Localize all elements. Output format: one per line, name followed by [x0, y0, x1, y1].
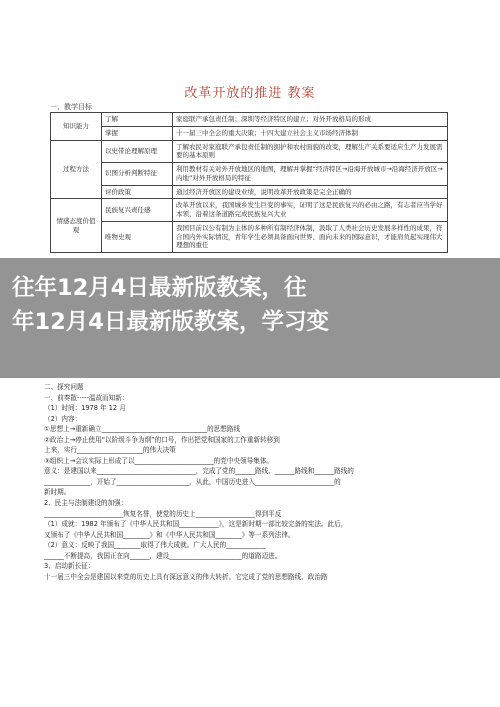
worksheet-line: 上来，实行____________________的伟大决策 [44, 446, 176, 455]
worksheet-line: 十一届三中全会是建国以来党的历史上具有深远意义的伟大转折。它完成了党的思想路线、政治路 [44, 572, 328, 581]
worksheet-line: 一、前奏散-----温故而知新： [44, 393, 129, 402]
sub-category-cell: 评价政策 [102, 185, 173, 199]
table-row [51, 113, 448, 127]
table-row [51, 140, 448, 163]
content-cell: 家庭联产承包责任制；深圳等经济特区的建立；对外开放格局的形成 [173, 113, 448, 127]
content-cell: 通过经济开放区的建设业绩，说明改革开放政策是完全正确的 [173, 185, 448, 199]
worksheet-line: （1）时间：1978 年 12 月 [44, 404, 126, 413]
content-cell: 我国目前以公有制为主体的多种所有制经济体制，汲取了人类社会历史发展多样性的成果，符合国内外实际情况，青年学生必须具备面向世界、面向未来的国际意识，才能肩负起实现伟大理想的重任 [173, 221, 448, 252]
banner-line: 往年12月4日最新版教案，往 [12, 275, 307, 301]
content-cell: 十一届三中全会的重大决策；十四大建立社会主义市场经济体制 [173, 126, 448, 140]
worksheet-line: 意义：是建国以来______________________________，完成了党的______路线、______路线和______路线的 [44, 467, 354, 476]
sub-category-cell: 以史带论理解原理 [102, 140, 173, 163]
banner-line: 年12月4日最新版教案，学习变 [12, 309, 329, 335]
table-row [51, 199, 448, 222]
worksheet-line: ________________________恢复名誉，使党的历史上__________________得到平反 [44, 509, 282, 518]
worksheet-line: 2、民主与法制建设的加强： [44, 499, 128, 508]
worksheet-line: 新时期。 [44, 488, 71, 497]
worksheet-line: 又颁布了《中华人民共和国________》和《中华人民共和国________》等一系列法律。 [44, 530, 295, 539]
sub-category-cell: 掌握 [102, 126, 173, 140]
section-heading: 一、教学目标 [50, 103, 92, 111]
document-title: 改革开放的推进 教案 [184, 86, 316, 101]
category-cell: 过程方法 [51, 140, 102, 199]
category-cell: 情感态度价值观 [51, 199, 102, 253]
table-row [51, 126, 448, 140]
content-cell: 了解农民对家庭联产承包责任制的拥护和农村面貌的改变，理解生产关系要适应生产力发展需要的基本原则 [173, 140, 448, 163]
teaching-goals-table [50, 112, 448, 253]
table-row [51, 221, 448, 252]
content-cell: 利用教材有关对外开放地区的地图，理解并掌握“经济特区→沿海开放城市→沿海经济开放区→内地”对外开放格局的特征 [173, 163, 448, 186]
worksheet-line: ______不断提高，我国正在向______，建设______________________的道路迈进。 [44, 551, 282, 560]
worksheet-line: ③组织上→会议实际上形成了以________________________的党中央领导集体。 [44, 456, 274, 465]
worksheet-line: ①思想上→重新确立________________________________的思想路线 [44, 425, 241, 434]
worksheet-line: （2）内容： [44, 414, 82, 423]
worksheet-line: ______________，开始了______________________，从此，中国历史进入________________________的 [44, 477, 341, 486]
worksheet-line: （2）意义：反映了我国________取得了伟大成就。广大人民的____________ [44, 541, 266, 550]
content-cell: 改革开放以来，我国城乡发生巨变的事实，证明了这是民族复兴的必由之路，有志者应当学好本领，沿着这条道路完成民族复兴大业 [173, 199, 448, 222]
table-row [51, 163, 448, 186]
worksheet-line: 3、启动新长征： [44, 562, 95, 571]
table-row [51, 185, 448, 199]
worksheet-body [44, 382, 464, 582]
category-cell: 知识能力 [51, 113, 102, 141]
sub-category-cell: 识图分析判断特征 [102, 163, 173, 186]
banner-headline [12, 271, 488, 339]
sub-category-cell: 唯物史观 [102, 221, 173, 252]
sub-category-cell: 民族复兴责任感 [102, 199, 173, 222]
worksheet-line: 二、探究问题 [44, 383, 84, 391]
sub-category-cell: 了解 [102, 113, 173, 127]
worksheet-line: （1）成就：1982 年颁布了《中华人民共和国____________》，这是新时期一部比较完备的宪法。此后， [44, 520, 348, 529]
worksheet-line: ②政治上→停止使用“以阶级斗争为纲”的口号，作出把党和国家的工作重新转移到 [44, 435, 280, 444]
